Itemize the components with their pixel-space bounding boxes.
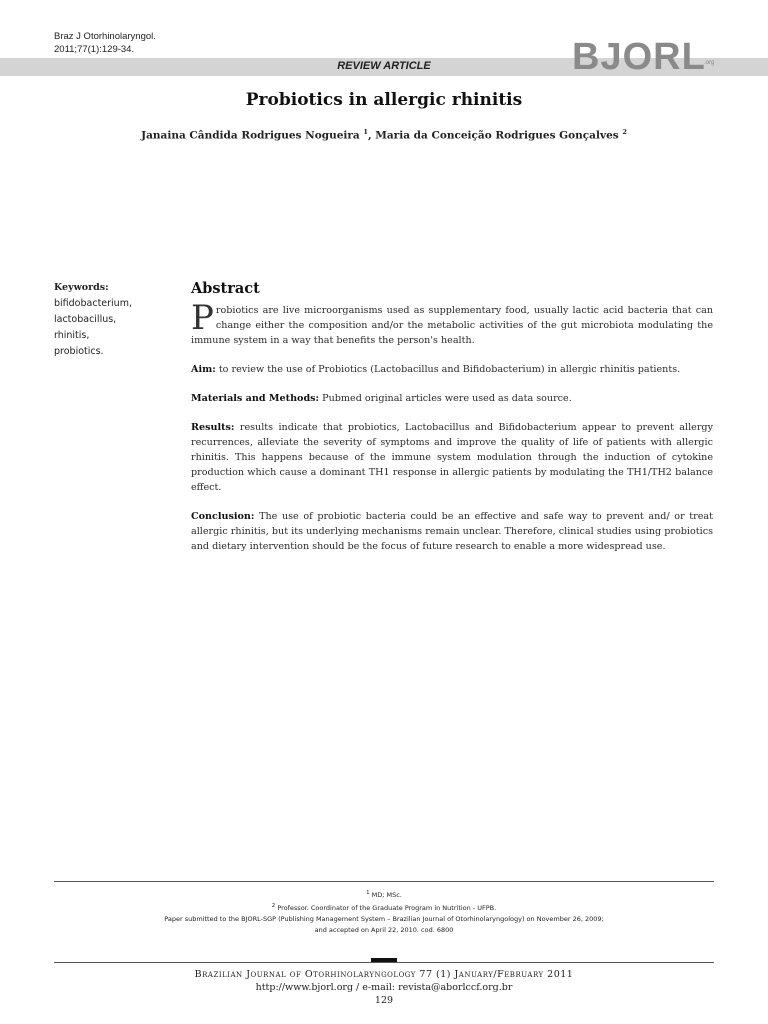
keyword-item: lactobacillus, — [54, 314, 117, 325]
page-number: 129 — [374, 995, 394, 1006]
author-affiliation-mark: 2 — [622, 128, 627, 136]
aim-text: to review the use of Probiotics (Lactobacillus and Bifidobacterium) in allergic rhinitis patients. — [215, 364, 681, 375]
submission-note: Paper submitted to the BJORL-SGP (Publishing Management System – Brazilian Journal of Otorhinolaryngology) on November 26, 2009; — [164, 915, 604, 924]
methods-text: Pubmed original articles were used as data source. — [319, 393, 572, 404]
abstract-intro-paragraph — [191, 298, 713, 348]
author-list — [0, 128, 768, 142]
footnote-2 — [54, 901, 714, 914]
author-separator: , — [367, 129, 376, 142]
keyword-item: rhinitis, — [54, 330, 90, 341]
results-label: Results: — [191, 422, 235, 433]
journal-citation — [54, 30, 156, 56]
methods-label: Materials and Methods: — [191, 393, 320, 404]
abstract-methods-paragraph — [191, 391, 713, 406]
abstract-section — [191, 280, 713, 568]
conclusion-label: Conclusion: — [191, 511, 255, 522]
keyword-item: probiotics. — [54, 346, 104, 357]
footer-divider — [54, 962, 714, 963]
abstract-results-paragraph — [191, 420, 713, 495]
article-title: Probiotics in allergic rhinitis — [245, 90, 523, 110]
abstract-conclusion-paragraph — [191, 509, 713, 554]
citation-journal: Braz J Otorhinolaryngol. — [54, 31, 156, 42]
keyword-item: bifidobacterium, — [54, 298, 132, 309]
keywords-heading: Keywords: — [54, 282, 109, 293]
footer-marker — [371, 958, 397, 962]
drop-cap: P — [191, 298, 214, 338]
author-name: Janaina Cândida Rodrigues Nogueira — [141, 129, 360, 142]
conclusion-text: The use of probiotic bacteria could be an effective and safe way to prevent and/ or treat allergic rhinitis, but its underlying mechanisms remain unclear. Therefore, clinical studies using probiotics and dietary intervention should be the focus of future research to enable a more widespread use. — [191, 511, 713, 552]
journal-logo-suffix: .org — [704, 60, 715, 66]
footer-journal-line: Brazilian Journal of Otorhinolaryngology 77 (1) January/February 2011 — [194, 969, 574, 980]
footer-contact-line: http://www.bjorl.org / e-mail: revista@aborlccf.org.br — [255, 982, 513, 993]
results-text: results indicate that probiotics, Lactobacillus and Bifidobacterium appear to prevent allergy recurrences, alleviate the severity of symptoms and improve the quality of life of patients with allergic rhinitis. This happens because of the immune system modulation through the induction of cytokine production which cause a dominant TH1 response in allergic patients by modulating the TH1/TH2 balance effect. — [191, 422, 713, 493]
abstract-intro-text: robiotics are live microorganisms used as supplementary food, usually lactic acid bacteria that can change either the composition and/or the metabolic activities of the gut microbiota modulating the immune system in a way that benefits the person's health. — [191, 305, 713, 346]
author-affiliation-mark: 1 — [363, 128, 368, 136]
acceptance-note: and accepted on April 22, 2010. cod. 6800 — [314, 926, 454, 935]
citation-volume: 2011;77(1):129-34. — [54, 44, 135, 55]
article-type-label: REVIEW ARTICLE — [337, 60, 431, 72]
footnote-2-text: Professor. Coordinator of the Graduate Program in Nutrition - UFPB. — [275, 904, 497, 913]
abstract-aim-paragraph — [191, 362, 713, 377]
page-footer — [0, 968, 768, 1007]
footnote-1 — [54, 888, 714, 901]
footnote-mark: 1 — [366, 890, 370, 896]
footnote-mark: 2 — [271, 903, 276, 910]
abstract-heading: Abstract — [191, 280, 260, 297]
footnotes — [54, 888, 714, 936]
aim-label: Aim: — [191, 364, 216, 375]
keywords-panel — [54, 280, 164, 360]
footnote-divider — [54, 881, 714, 882]
journal-logo: BJORL — [572, 36, 706, 78]
footnote-1-text: MD; MSc. — [369, 891, 402, 900]
author-name: Maria da Conceição Rodrigues Gonçalves — [375, 129, 619, 142]
